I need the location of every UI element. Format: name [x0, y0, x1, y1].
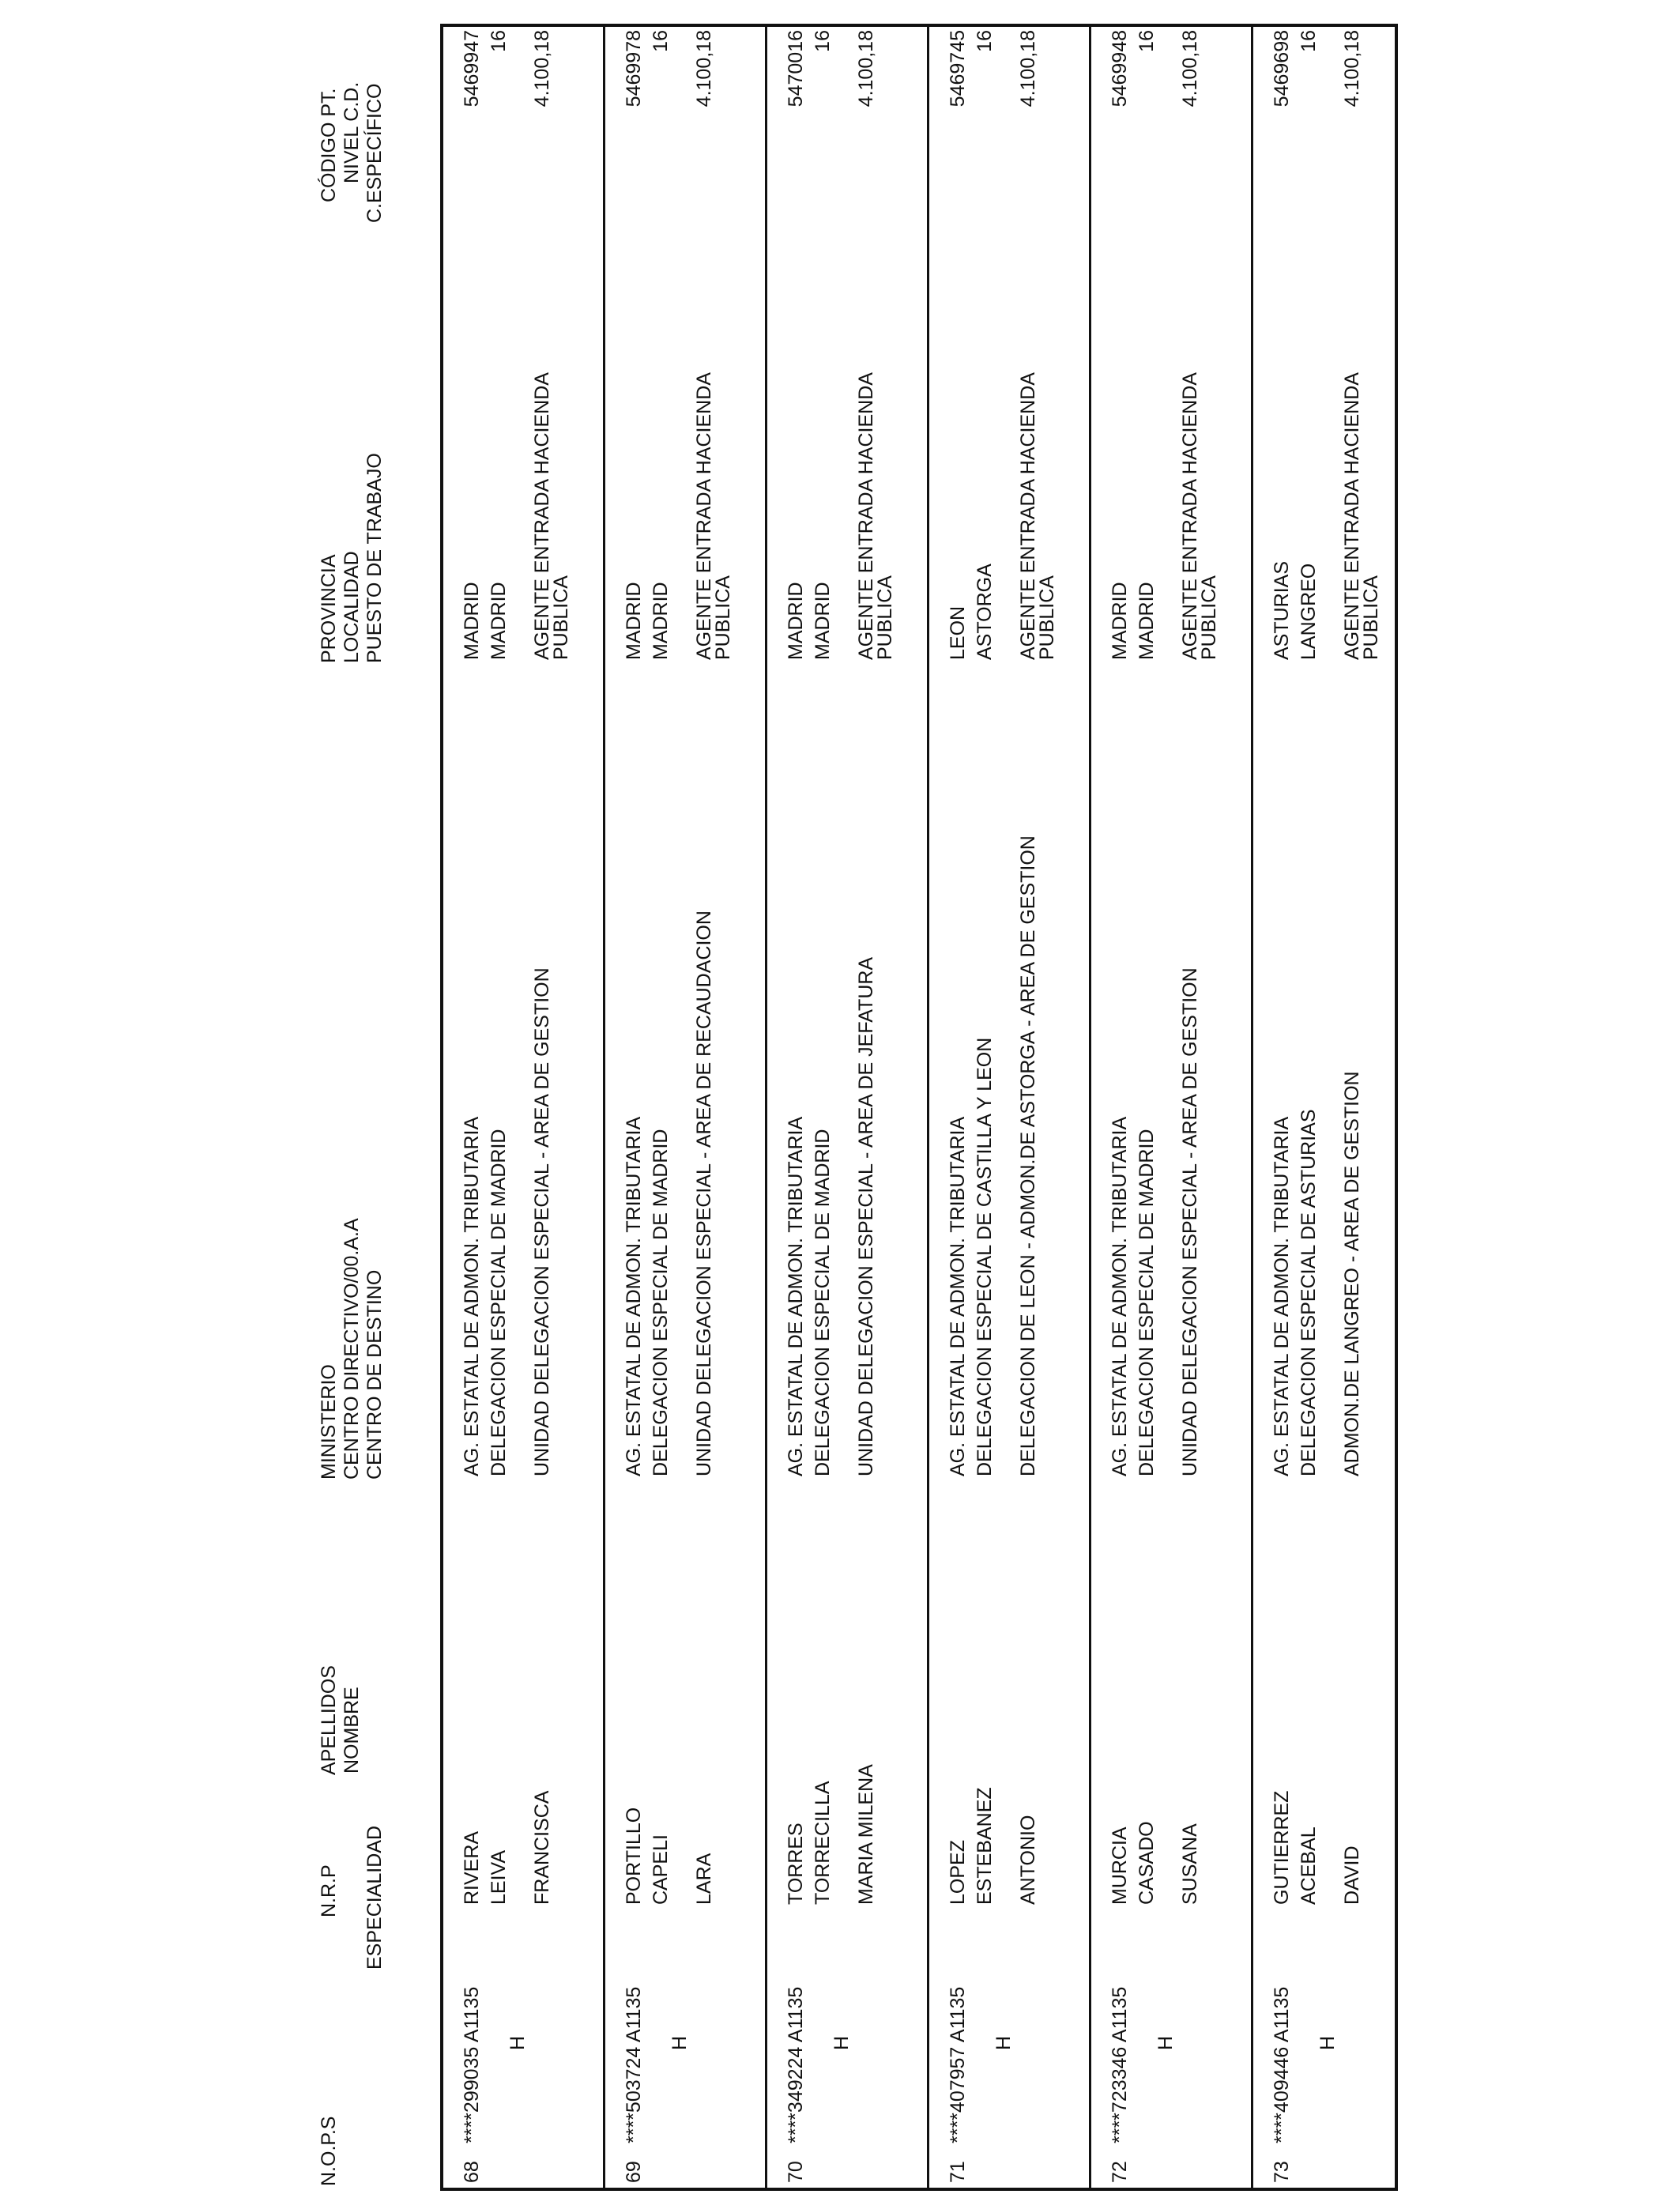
nombre: DAVID	[1341, 1845, 1363, 1905]
apellido-2: CAPELI	[650, 1834, 672, 1905]
header-localidad: LOCALIDAD	[341, 551, 363, 663]
nops-number: 70	[785, 2161, 807, 2183]
nops-number: 71	[947, 2161, 969, 2183]
apellido-1: PORTILLO	[623, 1807, 645, 1905]
codigo-pt: 5469745	[947, 30, 969, 107]
apellido-1: TORRES	[785, 1823, 807, 1905]
nivel-cd: 16	[488, 30, 510, 52]
nivel-cd: 16	[974, 30, 996, 52]
centro-directivo: DELEGACION ESPECIAL DE CASTILLA Y LEON	[974, 1037, 996, 1476]
nrp-code: ****349224 A1135	[785, 1986, 807, 2143]
provincia: MADRID	[785, 582, 807, 660]
puesto-line-1: AGENTE ENTRADA HACIENDA	[1179, 372, 1201, 660]
nombre: SUSANA	[1179, 1823, 1201, 1905]
puesto-line-1: AGENTE ENTRADA HACIENDA	[693, 372, 715, 660]
nops-number: 68	[461, 2161, 483, 2183]
puesto-line-2: PUBLICA	[550, 575, 572, 660]
nops-number: 69	[623, 2161, 645, 2183]
codigo-pt: 5469978	[623, 30, 645, 107]
apellido-1: LOPEZ	[947, 1840, 969, 1905]
header-apellidos: APELLIDOS	[318, 1665, 340, 1775]
sexo: H	[669, 2035, 691, 2050]
nombre: FRANCISCA	[531, 1790, 553, 1905]
ministerio: AG. ESTATAL DE ADMON. TRIBUTARIA	[623, 1116, 645, 1476]
sexo: H	[831, 2035, 853, 2050]
localidad: MADRID	[1136, 582, 1158, 660]
nops-number: 72	[1109, 2161, 1131, 2183]
header-centro-destino: CENTRO DE DESTINO	[363, 1269, 386, 1480]
centro-directivo: DELEGACION ESPECIAL DE MADRID	[650, 1129, 672, 1476]
ministerio: AG. ESTATAL DE ADMON. TRIBUTARIA	[785, 1116, 807, 1476]
apellido-2: TORRECILLA	[812, 1781, 834, 1905]
centro-directivo: DELEGACION ESPECIAL DE MADRID	[1136, 1129, 1158, 1476]
apellido-2: ACEBAL	[1298, 1826, 1320, 1905]
sexo: H	[993, 2035, 1015, 2050]
codigo-pt: 5469947	[461, 30, 483, 107]
apellido-2: LEIVA	[488, 1849, 510, 1905]
codigo-pt: 5470016	[785, 30, 807, 107]
apellido-2: CASADO	[1136, 1821, 1158, 1905]
header-puesto: PUESTO DE TRABAJO	[363, 453, 386, 663]
localidad: MADRID	[812, 582, 834, 660]
puesto-line-2: PUBLICA	[1360, 575, 1382, 660]
nivel-cd: 16	[650, 30, 672, 52]
nrp-code: ****407957 A1135	[947, 1986, 969, 2143]
header-codigo: CÓDIGO PT.	[318, 88, 340, 202]
puesto-line-1: AGENTE ENTRADA HACIENDA	[1017, 372, 1039, 660]
centro-destino: UNIDAD DELEGACION ESPECIAL - AREA DE JEFATURA	[855, 956, 877, 1476]
localidad: MADRID	[488, 582, 510, 660]
nivel-cd: 16	[1298, 30, 1320, 52]
complemento-especifico: 4.100,18	[855, 30, 877, 107]
nombre: ANTONIO	[1017, 1815, 1039, 1905]
puesto-line-1: AGENTE ENTRADA HACIENDA	[531, 372, 553, 660]
table-row	[603, 27, 767, 2188]
apellido-2: ESTEBANEZ	[974, 1787, 996, 1905]
ministerio: AG. ESTATAL DE ADMON. TRIBUTARIA	[1271, 1116, 1293, 1476]
header-centro-directivo: CENTRO DIRECTIVO/00.A.A	[341, 1218, 363, 1480]
complemento-especifico: 4.100,18	[1017, 30, 1039, 107]
records-table	[440, 24, 1398, 2191]
complemento-especifico: 4.100,18	[1179, 30, 1201, 107]
nrp-code: ****409446 A1135	[1271, 1986, 1293, 2143]
table-row	[443, 27, 605, 2188]
nrp-code: ****503724 A1135	[623, 1986, 645, 2143]
puesto-line-2: PUBLICA	[874, 575, 896, 660]
header-provincia: PROVINCIA	[318, 554, 340, 663]
table-row	[927, 27, 1091, 2188]
provincia: MADRID	[1109, 582, 1131, 660]
puesto-line-1: AGENTE ENTRADA HACIENDA	[855, 372, 877, 660]
nombre: MARIA MILENA	[855, 1764, 877, 1905]
header-nrp: N.R.P	[318, 1864, 340, 1917]
table-row	[1251, 27, 1415, 2188]
puesto-line-2: PUBLICA	[1198, 575, 1220, 660]
nrp-code: ****299035 A1135	[461, 1986, 483, 2143]
header-especifico: C.ESPECÍFICO	[363, 83, 386, 223]
table-row	[765, 27, 929, 2188]
nops-number: 73	[1271, 2161, 1293, 2183]
ministerio: AG. ESTATAL DE ADMON. TRIBUTARIA	[461, 1116, 483, 1476]
provincia: LEON	[947, 605, 969, 660]
sexo: H	[1155, 2035, 1177, 2050]
header-nombre: NOMBRE	[341, 1687, 363, 1774]
nivel-cd: 16	[1136, 30, 1158, 52]
ministerio: AG. ESTATAL DE ADMON. TRIBUTARIA	[1109, 1116, 1131, 1476]
nombre: LARA	[693, 1853, 715, 1905]
header-ministerio: MINISTERIO	[318, 1364, 340, 1480]
centro-directivo: DELEGACION ESPECIAL DE MADRID	[488, 1129, 510, 1476]
provincia: MADRID	[623, 582, 645, 660]
localidad: MADRID	[650, 582, 672, 660]
complemento-especifico: 4.100,18	[1341, 30, 1363, 107]
provincia: MADRID	[461, 582, 483, 660]
complemento-especifico: 4.100,18	[693, 30, 715, 107]
column-header	[0, 0, 443, 2194]
apellido-1: RIVERA	[461, 1830, 483, 1905]
nrp-code: ****723346 A1135	[1109, 1986, 1131, 2143]
puesto-line-2: PUBLICA	[1036, 575, 1058, 660]
centro-directivo: DELEGACION ESPECIAL DE ASTURIAS	[1298, 1109, 1320, 1476]
localidad: LANGREO	[1298, 563, 1320, 660]
centro-directivo: DELEGACION ESPECIAL DE MADRID	[812, 1129, 834, 1476]
header-especialidad: ESPECIALIDAD	[363, 1825, 386, 1970]
sexo: H	[1317, 2035, 1339, 2050]
puesto-line-1: AGENTE ENTRADA HACIENDA	[1341, 372, 1363, 660]
centro-destino: UNIDAD DELEGACION ESPECIAL - AREA DE GESTION	[1179, 967, 1201, 1476]
centro-destino: UNIDAD DELEGACION ESPECIAL - AREA DE GESTION	[531, 967, 553, 1476]
centro-destino: UNIDAD DELEGACION ESPECIAL - AREA DE RECAUDACION	[693, 910, 715, 1476]
ministerio: AG. ESTATAL DE ADMON. TRIBUTARIA	[947, 1116, 969, 1476]
sexo: H	[507, 2035, 529, 2050]
apellido-1: GUTIERREZ	[1271, 1790, 1293, 1905]
nivel-cd: 16	[812, 30, 834, 52]
header-nivel: NIVEL C.D.	[341, 81, 363, 183]
table-row	[1089, 27, 1253, 2188]
puesto-line-2: PUBLICA	[712, 575, 734, 660]
header-nops: N.O.P.S	[318, 2116, 340, 2186]
provincia: ASTURIAS	[1271, 560, 1293, 660]
centro-destino: ADMON.DE LANGREO - AREA DE GESTION	[1341, 1071, 1363, 1476]
centro-destino: DELEGACION DE LEON - ADMON.DE ASTORGA - AREA DE GESTION	[1017, 835, 1039, 1476]
complemento-especifico: 4.100,18	[531, 30, 553, 107]
codigo-pt: 5469698	[1271, 30, 1293, 107]
codigo-pt: 5469948	[1109, 30, 1131, 107]
localidad: ASTORGA	[974, 564, 996, 660]
apellido-1: MURCIA	[1109, 1826, 1131, 1905]
